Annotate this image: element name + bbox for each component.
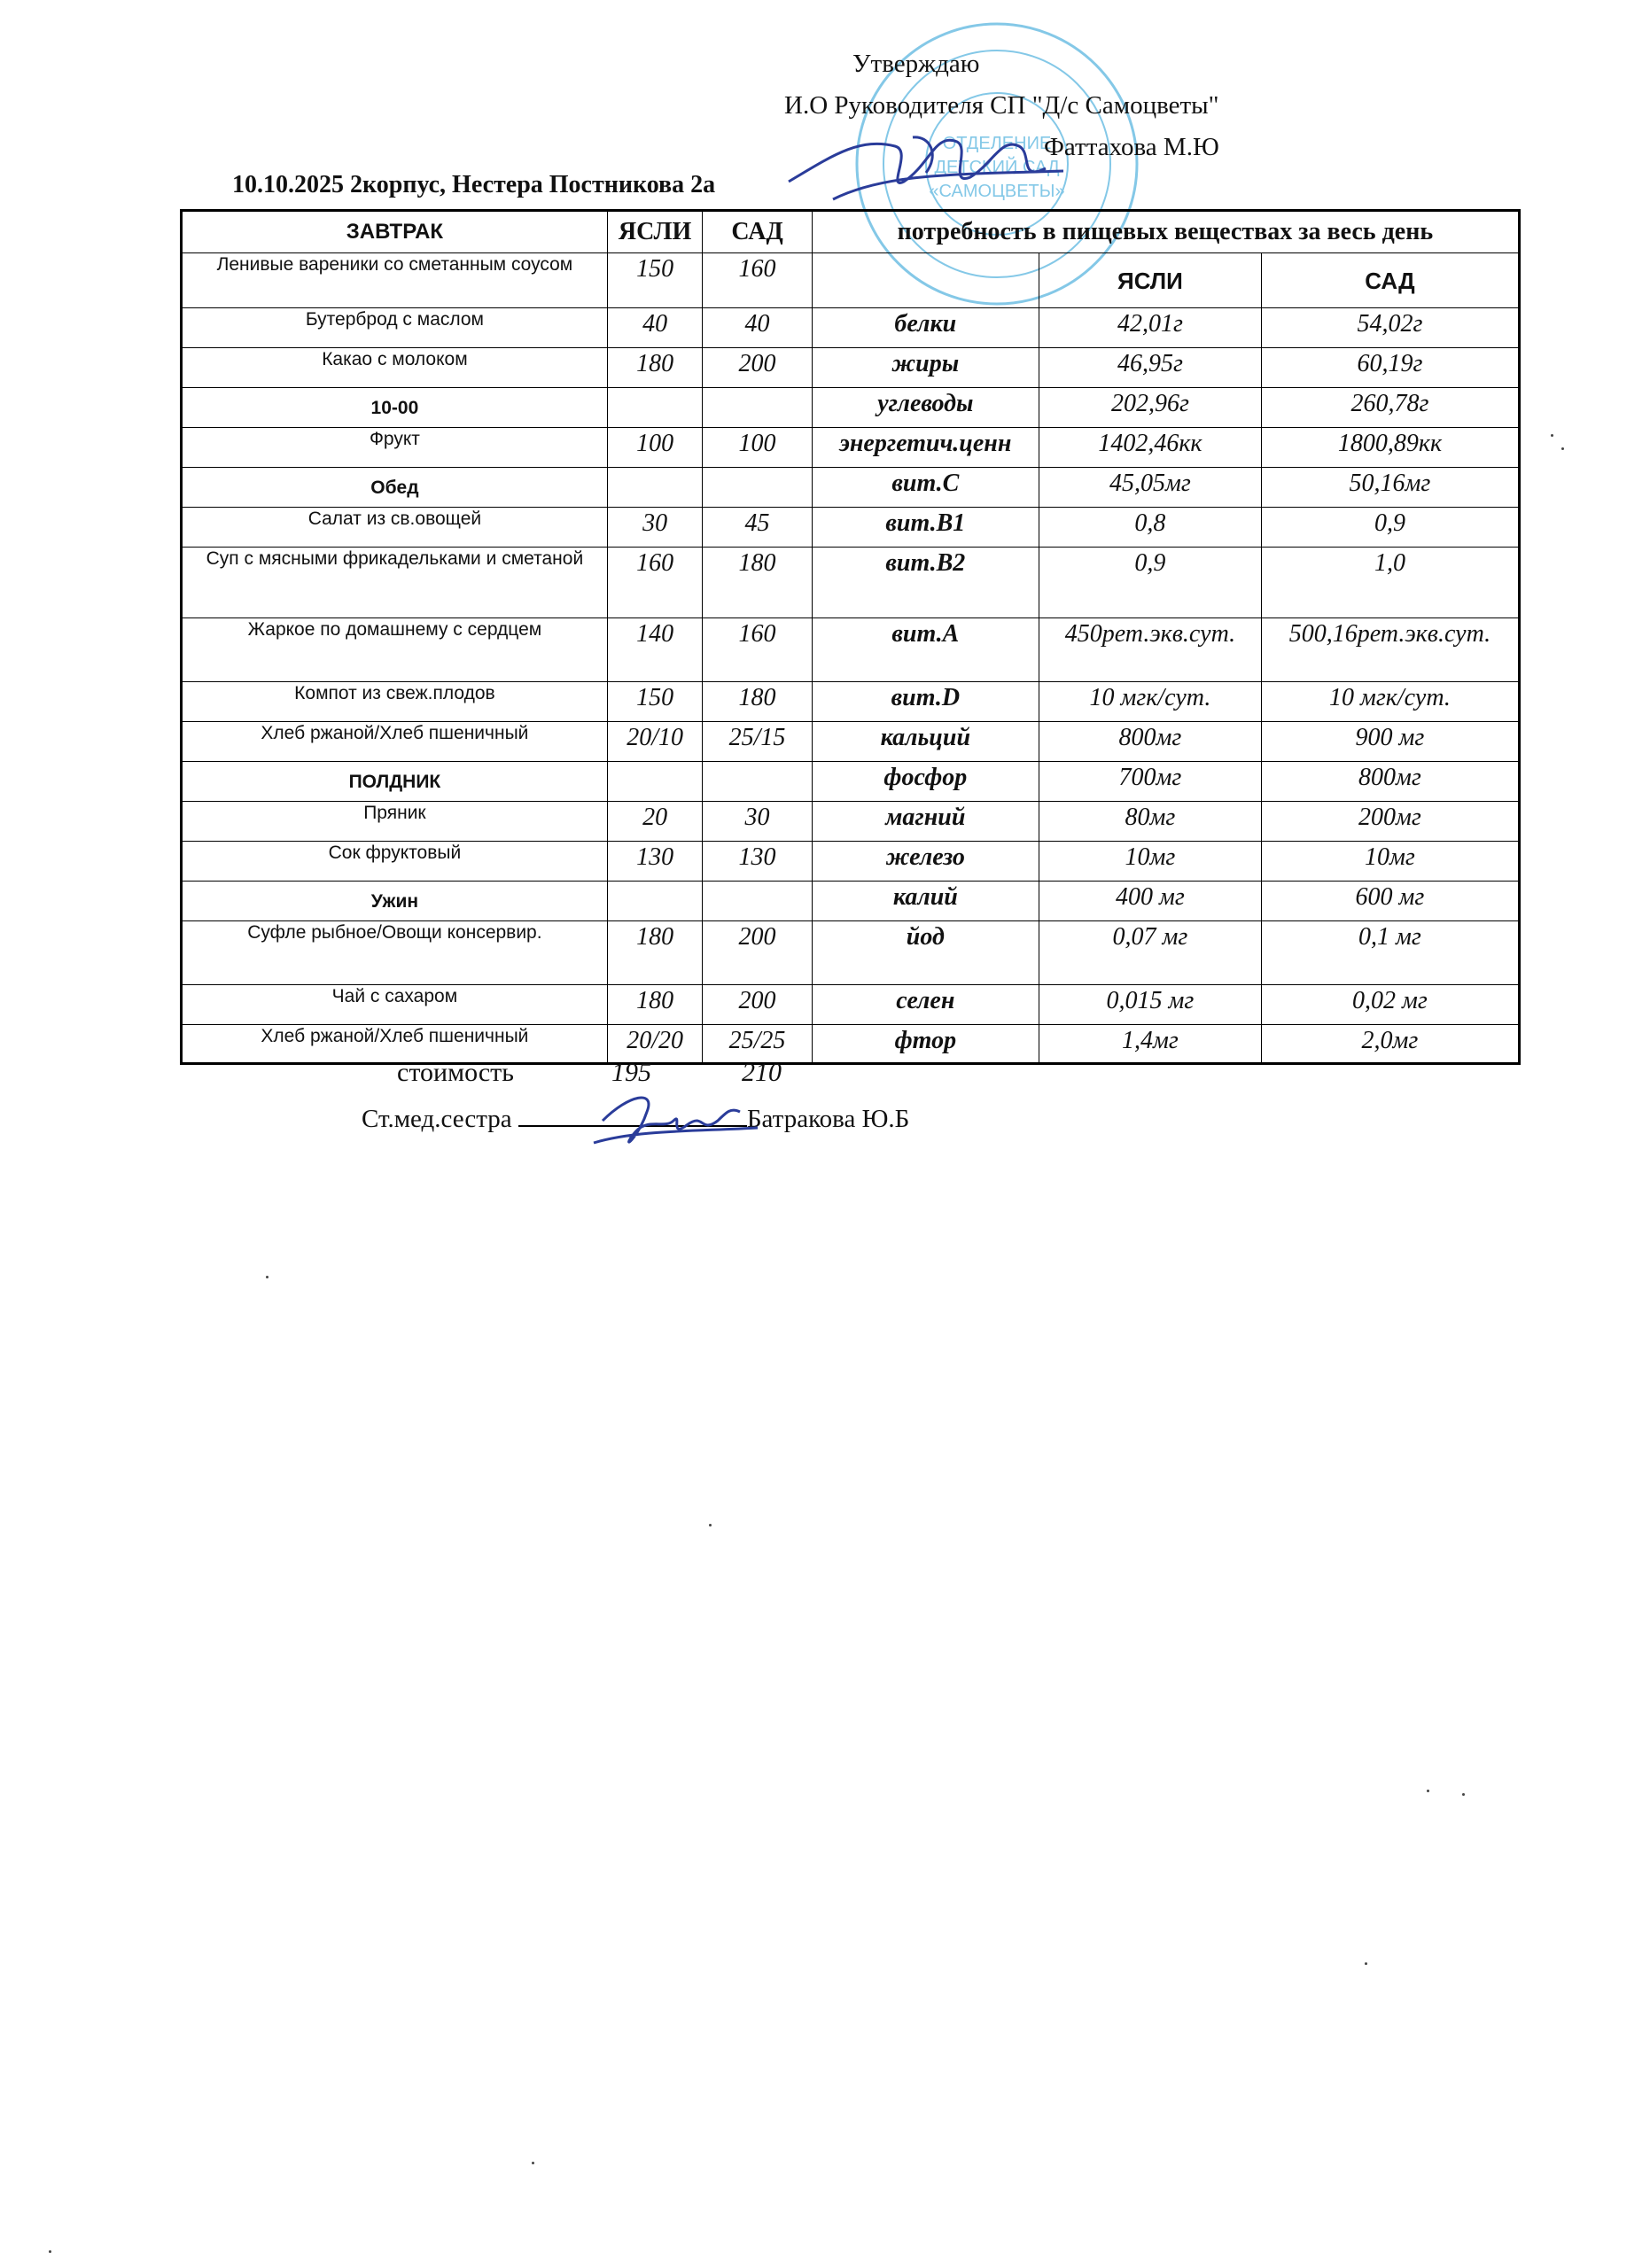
nurse-name: Батракова Ю.Б	[746, 1105, 910, 1133]
food-cell: Ленивые вареники со сметанным соусом	[182, 253, 608, 308]
nutrient-name-cell: калий	[812, 882, 1039, 921]
nutrient-name-cell: белки	[812, 308, 1039, 348]
food-cell: Фрукт	[182, 428, 608, 468]
nutrient-name-cell: жиры	[812, 348, 1039, 388]
nutrient-garden-value: 60,19г	[1261, 348, 1519, 388]
table-row	[182, 762, 1520, 802]
table-row	[182, 388, 1520, 428]
stamp-line-1: ДЕТСКИЙ САД	[934, 158, 1060, 177]
table-row	[182, 618, 1520, 682]
nutrient-nursery-value: 10мг	[1039, 842, 1261, 882]
garden-portion-cell: 25/15	[703, 722, 812, 762]
food-cell: Бутерброд с маслом	[182, 308, 608, 348]
nutrient-name-cell: кальций	[812, 722, 1039, 762]
food-cell: Жаркое по домашнему с сердцем	[182, 618, 608, 682]
food-cell: Пряник	[182, 802, 608, 842]
document-header: 10.10.2025 2корпус, Нестера Постникова 2а	[232, 171, 716, 198]
garden-portion-cell: 180	[703, 548, 812, 618]
food-cell: Хлеб ржаной/Хлеб пшеничный	[182, 722, 608, 762]
nutrient-garden-value: 600 мг	[1261, 882, 1519, 921]
stamp-line-2: «САМОЦВЕТЫ»	[929, 182, 1065, 201]
approval-position: И.О Руководителя СП "Д/с Самоцветы"	[784, 91, 1219, 120]
nutrient-garden-value: 500,16рет.экв.сут.	[1261, 618, 1519, 682]
garden-portion-cell	[703, 468, 812, 508]
food-cell: Суфле рыбное/Овощи консервир.	[182, 921, 608, 985]
food-cell: Салат из св.овощей	[182, 508, 608, 548]
nutrient-name-cell: фосфор	[812, 762, 1039, 802]
garden-portion-cell: 30	[703, 802, 812, 842]
nursery-portion-cell: 180	[607, 921, 703, 985]
nutrient-nursery-value: 1,4мг	[1039, 1025, 1261, 1064]
nutrient-name-cell: углеводы	[812, 388, 1039, 428]
nutrient-nursery-value: 800мг	[1039, 722, 1261, 762]
scan-speck	[532, 2162, 534, 2164]
nutrient-garden-value: 1,0	[1261, 548, 1519, 618]
nutrient-nursery-value: 0,9	[1039, 548, 1261, 618]
stamp-line-3: ОТДЕЛЕНИЕ	[942, 134, 1052, 153]
nutrient-nursery-value: 400 мг	[1039, 882, 1261, 921]
nursery-portion-cell: 40	[607, 308, 703, 348]
table-row	[182, 722, 1520, 762]
nutrient-nursery-value: 0,07 мг	[1039, 921, 1261, 985]
food-cell: Какао с молоком	[182, 348, 608, 388]
nutrient-nursery-value: 0,015 мг	[1039, 985, 1261, 1025]
nursery-portion-cell: 100	[607, 428, 703, 468]
food-cell: Хлеб ржаной/Хлеб пшеничный	[182, 1025, 608, 1064]
nursery-portion-cell: 180	[607, 348, 703, 388]
nutrient-nursery-value: 0,8	[1039, 508, 1261, 548]
nutrient-name-cell: вит.D	[812, 682, 1039, 722]
garden-portion-cell: 200	[703, 921, 812, 985]
food-cell: ПОЛДНИК	[182, 762, 608, 802]
table-row	[182, 802, 1520, 842]
food-cell: Суп с мясными фрикадельками и сметаной	[182, 548, 608, 618]
nursery-portion-cell: 20/20	[607, 1025, 703, 1064]
nutrient-nursery-value: 46,95г	[1039, 348, 1261, 388]
nutrient-garden-value: 10мг	[1261, 842, 1519, 882]
nutrient-header-garden: САД	[1261, 253, 1519, 308]
table-row	[182, 842, 1520, 882]
nutrient-name-cell: йод	[812, 921, 1039, 985]
nutrient-nursery-value: 80мг	[1039, 802, 1261, 842]
table-row	[182, 348, 1520, 388]
nutrient-name-cell: фтор	[812, 1025, 1039, 1064]
garden-portion-cell	[703, 388, 812, 428]
nutrient-garden-value: 0,1 мг	[1261, 921, 1519, 985]
scan-speck	[266, 1276, 269, 1278]
nutrient-header-blank	[812, 253, 1039, 308]
cost-nursery: 195	[611, 1058, 651, 1087]
food-cell: Ужин	[182, 882, 608, 921]
nutrient-name-cell: вит.B1	[812, 508, 1039, 548]
nursery-portion-cell	[607, 388, 703, 428]
table-row	[182, 548, 1520, 618]
nutrient-name-cell: вит.A	[812, 618, 1039, 682]
scan-speck	[1551, 434, 1553, 437]
nursery-portion-cell: 20/10	[607, 722, 703, 762]
nursery-portion-cell: 160	[607, 548, 703, 618]
nutrient-nursery-value: 700мг	[1039, 762, 1261, 802]
header-garden: САД	[703, 211, 812, 253]
nutrient-name-cell: вит.С	[812, 468, 1039, 508]
table-row	[182, 468, 1520, 508]
food-cell: Компот из свеж.плодов	[182, 682, 608, 722]
nursery-portion-cell: 30	[607, 508, 703, 548]
garden-portion-cell: 200	[703, 985, 812, 1025]
garden-portion-cell: 100	[703, 428, 812, 468]
scan-speck	[1365, 1962, 1367, 1965]
nutrient-garden-value: 200мг	[1261, 802, 1519, 842]
nursery-portion-cell: 180	[607, 985, 703, 1025]
food-cell: Обед	[182, 468, 608, 508]
header-nursery: ЯСЛИ	[607, 211, 703, 253]
nutrient-nursery-value: 202,96г	[1039, 388, 1261, 428]
garden-portion-cell: 200	[703, 348, 812, 388]
nutrient-name-cell: вит.B2	[812, 548, 1039, 618]
table-row	[182, 428, 1520, 468]
garden-portion-cell: 40	[703, 308, 812, 348]
garden-portion-cell	[703, 762, 812, 802]
scan-speck	[1427, 1790, 1429, 1792]
nutrient-name-cell: энергетич.ценн	[812, 428, 1039, 468]
scan-speck	[709, 1524, 712, 1526]
table-row	[182, 253, 1520, 308]
nutrient-header-nursery: ЯСЛИ	[1039, 253, 1261, 308]
table-header-row	[182, 211, 1520, 253]
table-row	[182, 985, 1520, 1025]
nutrient-garden-value: 900 мг	[1261, 722, 1519, 762]
garden-portion-cell: 130	[703, 842, 812, 882]
nursery-portion-cell: 150	[607, 682, 703, 722]
table-row	[182, 308, 1520, 348]
header-meal: ЗАВТРАК	[182, 211, 608, 253]
cost-garden: 210	[742, 1058, 782, 1087]
nutrient-garden-value: 2,0мг	[1261, 1025, 1519, 1064]
scan-speck	[49, 2250, 51, 2253]
director-signature	[780, 120, 1072, 208]
nutrient-garden-value: 0,9	[1261, 508, 1519, 548]
garden-portion-cell: 25/25	[703, 1025, 812, 1064]
nurse-label: Ст.мед.сестра	[362, 1105, 512, 1133]
garden-portion-cell: 45	[703, 508, 812, 548]
food-cell: Чай с сахаром	[182, 985, 608, 1025]
nutrient-garden-value: 50,16мг	[1261, 468, 1519, 508]
nursery-portion-cell: 140	[607, 618, 703, 682]
nursery-portion-cell	[607, 762, 703, 802]
nutrient-garden-value: 54,02г	[1261, 308, 1519, 348]
nutrient-garden-value: 10 мгк/сут.	[1261, 682, 1519, 722]
nursery-portion-cell: 130	[607, 842, 703, 882]
nursery-portion-cell	[607, 468, 703, 508]
nursery-portion-cell: 150	[607, 253, 703, 308]
nursery-portion-cell	[607, 882, 703, 921]
table-row	[182, 921, 1520, 985]
garden-portion-cell: 180	[703, 682, 812, 722]
cost-label: стоимость	[397, 1058, 514, 1087]
scan-speck	[1462, 1793, 1465, 1796]
food-cell: 10-00	[182, 388, 608, 428]
nutrient-garden-value: 800мг	[1261, 762, 1519, 802]
nutrient-garden-value: 260,78г	[1261, 388, 1519, 428]
table-row	[182, 508, 1520, 548]
table-row	[182, 682, 1520, 722]
table-row	[182, 882, 1520, 921]
garden-portion-cell: 160	[703, 253, 812, 308]
nutrient-garden-value: 0,02 мг	[1261, 985, 1519, 1025]
nursery-portion-cell: 20	[607, 802, 703, 842]
nutrient-nursery-value: 450рет.экв.сут.	[1039, 618, 1261, 682]
nutrient-garden-value: 1800,89кк	[1261, 428, 1519, 468]
food-cell: Сок фруктовый	[182, 842, 608, 882]
nutrient-name-cell: селен	[812, 985, 1039, 1025]
nutrient-nursery-value: 45,05мг	[1039, 468, 1261, 508]
approval-title: Утверждаю	[852, 50, 980, 78]
menu-table	[180, 209, 1521, 1065]
nutrient-name-cell: магний	[812, 802, 1039, 842]
nurse-signature	[585, 1085, 762, 1156]
nutrient-nursery-value: 10 мгк/сут.	[1039, 682, 1261, 722]
approval-name: Фаттахова М.Ю	[1044, 133, 1219, 161]
nutrient-nursery-value: 42,01г	[1039, 308, 1261, 348]
garden-portion-cell: 160	[703, 618, 812, 682]
nutrient-name-cell: железо	[812, 842, 1039, 882]
nutrient-nursery-value: 1402,46кк	[1039, 428, 1261, 468]
garden-portion-cell	[703, 882, 812, 921]
header-needs: потребность в пищевых веществах за весь день	[812, 211, 1519, 253]
cost-row	[0, 1058, 1650, 1093]
scan-speck	[1561, 447, 1564, 450]
